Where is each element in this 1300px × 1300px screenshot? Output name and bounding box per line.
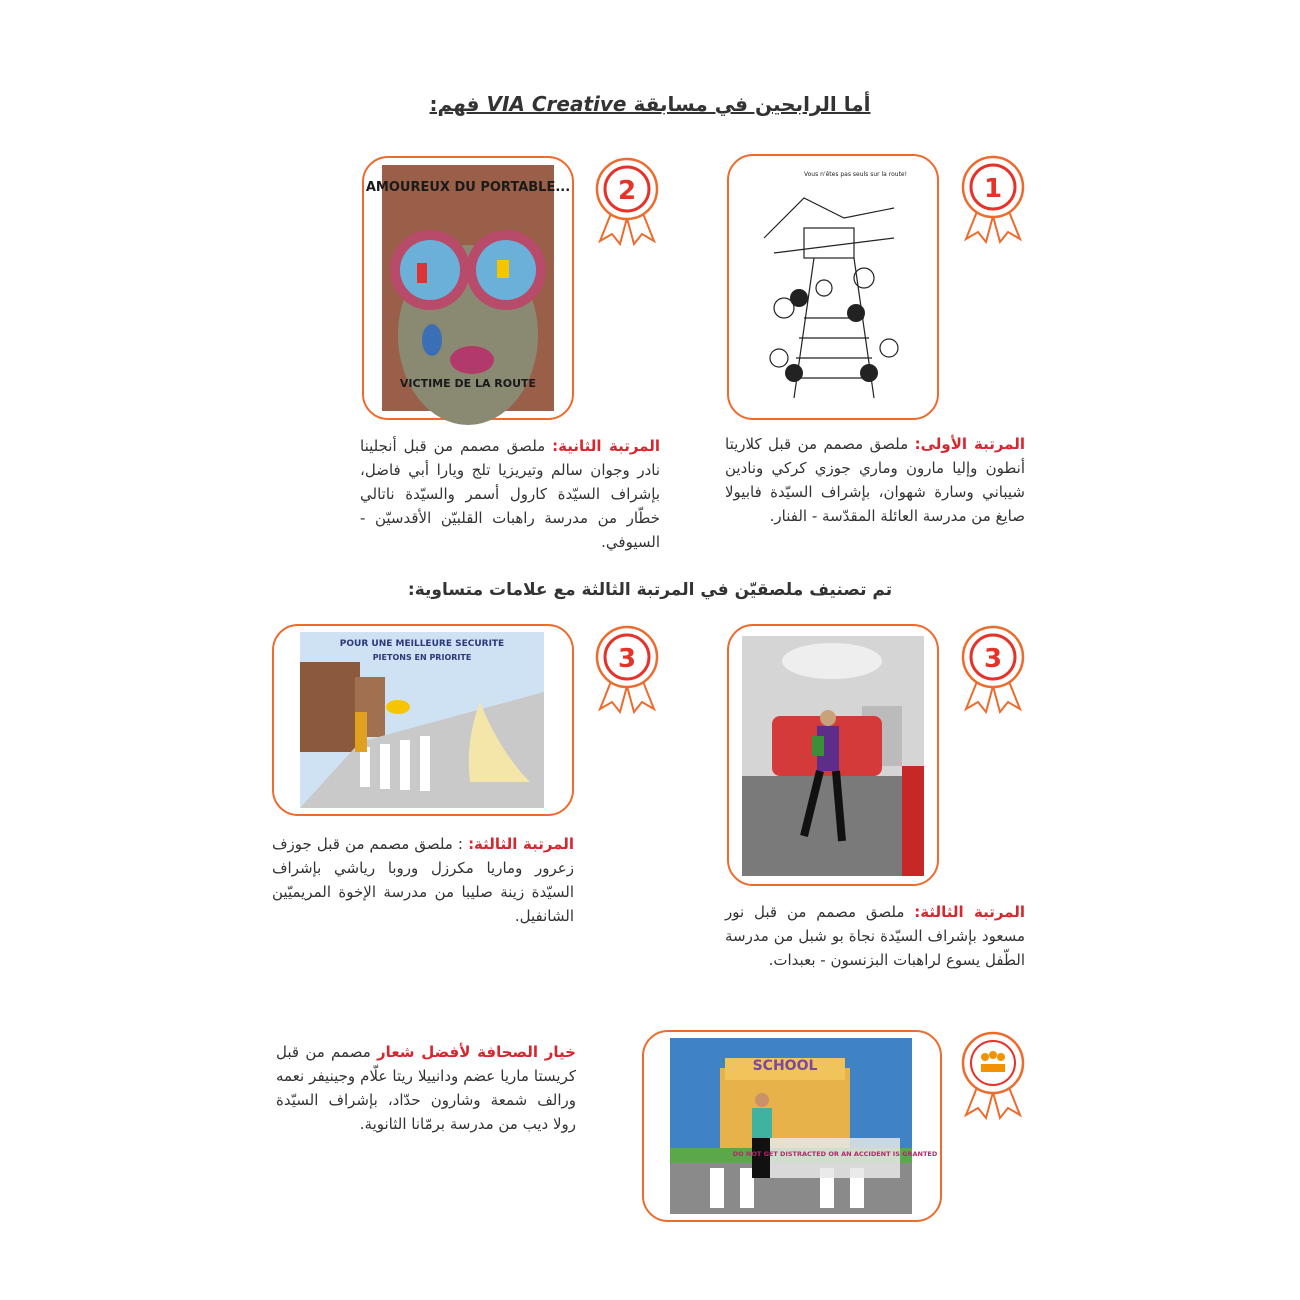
poster-second-place (365, 165, 571, 411)
rank-3-medal-icon (958, 624, 1028, 714)
heading-brand: VIA Creative (486, 92, 627, 116)
poster-note-text: Vous n'êtes pas seuls sur la route! (804, 171, 908, 178)
sunglasses-face-illustration (365, 165, 571, 411)
entry-text: مصمم من قبل كريستا ماريا عضم ودانييلا ريتا علّام وجينيفر نعمه ورالف شمعة وشارون حدّاد، بإشراف السيّدة رولا ديب من مدرسة برمّانا الثانوية. (276, 1043, 576, 1133)
entry-third-a-caption (725, 900, 1025, 972)
heading-suffix: فهم: (429, 92, 480, 116)
entry-text: ملصق مصمم من قبل كلاريتا أنطون وإليا مارون وماري جوزي كركي ونادين شيباني وسارة شهوان، بإشراف السيّدة فابيولا صايغ من مدرسة العائلة المقدّسة - الفنار. (725, 435, 1025, 525)
poster-press-choice (670, 1038, 938, 1214)
poster-sign-text: SCHOOL (752, 1058, 818, 1074)
entry-text: ملصق مصمم من قبل أنجلينا نادر وجوان سالم وتيريزيا تلج ويارا أبي فاضل، بإشراف السيّدة كارول أسمر والسيّدة ناتالي خطّار من مدرسة راهبات القلبيّن الأقدسيّن - السيوفي. (360, 437, 660, 551)
entry-label: المرتبة الأولى: (914, 435, 1025, 453)
poster-top-text: POUR UNE MEILLEURE SECURITE (339, 639, 505, 649)
entry-second-caption (360, 434, 660, 554)
entry-first-caption (725, 432, 1025, 528)
entry-text: : ملصق مصمم من قبل جوزف زعرور وماريا مكرزل وروبا رياشي بإشراف السيّدة زينة صليبا من مدرسة الإخوة المريميّين الشانفيل. (272, 835, 574, 925)
entry-third-b-caption (272, 832, 574, 928)
poster-bottom-text: VICTIME DE LA ROUTE (399, 377, 537, 390)
rank-2-medal-icon (592, 156, 662, 246)
poster-sub-text: PIETONS EN PRIORITE (372, 653, 472, 662)
entry-text: ملصق مصمم من قبل نور مسعود بإشراف السيّدة نجاة بو شبل من مدرسة الطّفل يسوع لراهبات البزنسون - بعبدات. (725, 903, 1025, 969)
entry-label: المرتبة الثانية: (552, 437, 660, 455)
crosswalk-angel-illustration (300, 632, 544, 808)
rank-1-medal-icon (958, 154, 1028, 244)
heading-prefix: أما الرابحين في مسابقة (633, 92, 871, 116)
rank-number: 3 (617, 644, 637, 674)
entry-label: المرتبة الثالثة: (468, 835, 574, 853)
school-crosswalk-illustration (670, 1038, 938, 1214)
rank-3-medal-icon (592, 624, 662, 714)
tie-heading: تم تصنيف ملصقيّن في المرتبة الثالثة مع علامات متساوية: (407, 580, 893, 600)
press-choice-medal-icon (958, 1030, 1028, 1120)
entry-press-caption (276, 1040, 576, 1136)
poster-first-place (744, 158, 922, 414)
poster-third-place-a (742, 636, 924, 876)
street-scene-illustration (742, 636, 924, 876)
pedestrian-sketch-illustration (744, 158, 922, 414)
entry-label: خيار الصحافة لأفضل شعار (377, 1043, 576, 1061)
poster-third-place-b (300, 632, 544, 808)
poster-top-text: AMOUREUX DU PORTABLE... (365, 180, 571, 195)
rank-number: 1 (983, 174, 1003, 204)
rank-number: 2 (617, 176, 637, 206)
page-heading (330, 92, 970, 116)
entry-label: المرتبة الثالثة: (914, 903, 1025, 921)
rank-number: 3 (983, 644, 1003, 674)
poster-message-text: DO NOT GET DISTRACTED OR AN ACCIDENT IS GRANTED (732, 1150, 938, 1158)
